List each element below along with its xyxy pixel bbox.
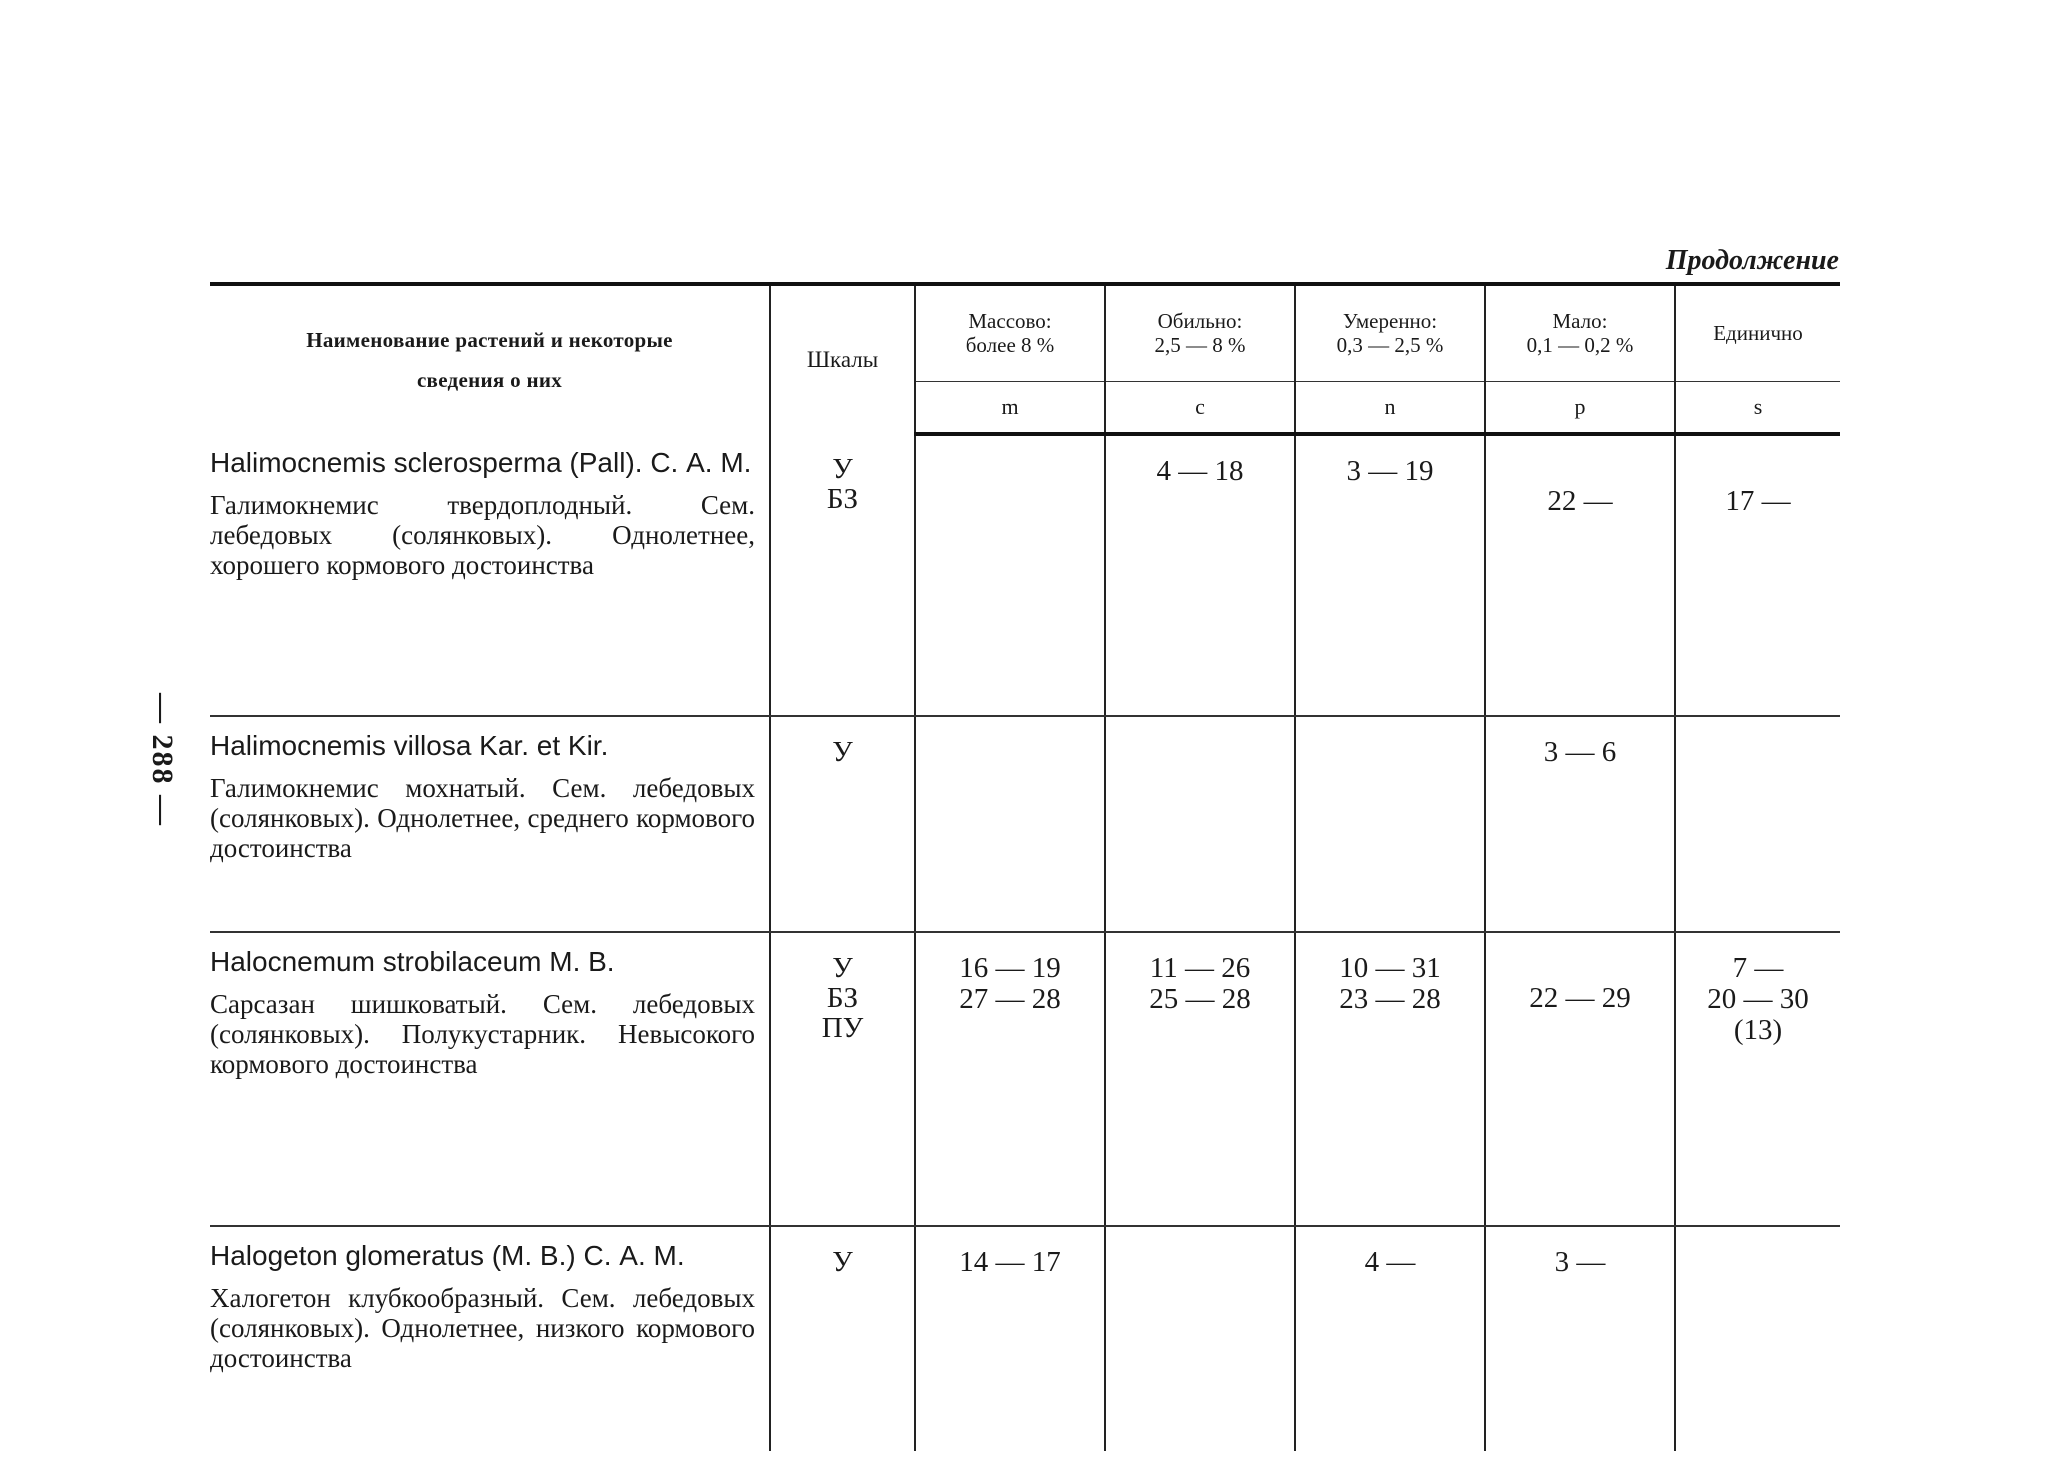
value-cell-n: 4 —	[1295, 1226, 1485, 1451]
header-abundance-abundant: Обильно: 2,5 — 8 %	[1105, 284, 1295, 381]
value-cell-m	[915, 716, 1105, 932]
value-cell-m	[915, 434, 1105, 716]
plant-description: Сарсазан шишковатый. Сем. лебедовых (солянковых). Полукустарник. Невысокого кормового достоинства	[210, 989, 755, 1079]
value-cell-p: 3 —	[1485, 1226, 1675, 1451]
plant-description: Галимокнемис твердоплодный. Сем. лебедовых (солянковых). Однолетнее, хорошего кормового достоинства	[210, 490, 755, 580]
scale-cell: У БЗ	[770, 434, 915, 716]
header-code-m: m	[915, 381, 1105, 434]
scale-cell: У	[770, 1226, 915, 1451]
value-cell-c: 4 — 18	[1105, 434, 1295, 716]
plant-name-cell	[210, 1226, 770, 1451]
header-abundance-few: Мало: 0,1 — 0,2 %	[1485, 284, 1675, 381]
header-scale: Шкалы	[770, 284, 915, 434]
table-row	[210, 716, 1840, 932]
value-cell-p: 3 — 6	[1485, 716, 1675, 932]
value-cell-s	[1675, 716, 1840, 932]
table-header	[210, 284, 1840, 434]
plant-name-cell	[210, 716, 770, 932]
header-code-s: s	[1675, 381, 1840, 434]
plant-name-cell	[210, 434, 770, 716]
value-cell-n	[1295, 716, 1485, 932]
value-cell-p: 22 — 29	[1485, 932, 1675, 1226]
header-plant-name: Наименование растений и некоторые сведения о них	[210, 284, 770, 434]
value-cell-n: 10 — 31 23 — 28	[1295, 932, 1485, 1226]
table-row	[210, 1226, 1840, 1451]
latin-name: Halimocnemis sclerosperma (Pall). С. А. М.	[210, 447, 752, 478]
plant-table	[210, 282, 1840, 1451]
latin-name: Halogeton glomeratus (M. B.) С. А. М.	[210, 1240, 685, 1271]
table-row	[210, 932, 1840, 1226]
header-code-n: n	[1295, 381, 1485, 434]
plant-description: Галимокнемис мохнатый. Сем. лебедовых (солянковых). Однолетнее, среднего кормового достоинства	[210, 773, 755, 863]
value-cell-m: 16 — 19 27 — 28	[915, 932, 1105, 1226]
header-code-c: c	[1105, 381, 1295, 434]
header-code-p: p	[1485, 381, 1675, 434]
plant-description: Халогетон клубкообразный. Сем. лебедовых (солянковых). Однолетнее, низкого кормового достоинства	[210, 1283, 755, 1373]
header-abundance-single: Единично	[1675, 284, 1840, 381]
value-cell-c: 11 — 26 25 — 28	[1105, 932, 1295, 1226]
page-number: — 288 —	[146, 693, 179, 827]
value-cell-s: 7 — 20 — 30 (13)	[1675, 932, 1840, 1226]
value-cell-p: 22 —	[1485, 434, 1675, 716]
value-cell-c	[1105, 716, 1295, 932]
header-abundance-mass: Массово: более 8 %	[915, 284, 1105, 381]
scale-cell: У БЗ ПУ	[770, 932, 915, 1226]
header-abundance-moderate: Умеренно: 0,3 — 2,5 %	[1295, 284, 1485, 381]
value-cell-s	[1675, 1226, 1840, 1451]
scale-cell: У	[770, 716, 915, 932]
latin-name: Halimocnemis villosa Kar. et Kir.	[210, 730, 609, 761]
value-cell-m: 14 — 17	[915, 1226, 1105, 1451]
value-cell-c	[1105, 1226, 1295, 1451]
latin-name: Halocnemum strobilaceum M. B.	[210, 946, 615, 977]
continuation-label: Продолжение	[1665, 245, 1839, 276]
table-row	[210, 434, 1840, 716]
plant-name-cell	[210, 932, 770, 1226]
value-cell-s: 17 —	[1675, 434, 1840, 716]
value-cell-n: 3 — 19	[1295, 434, 1485, 716]
